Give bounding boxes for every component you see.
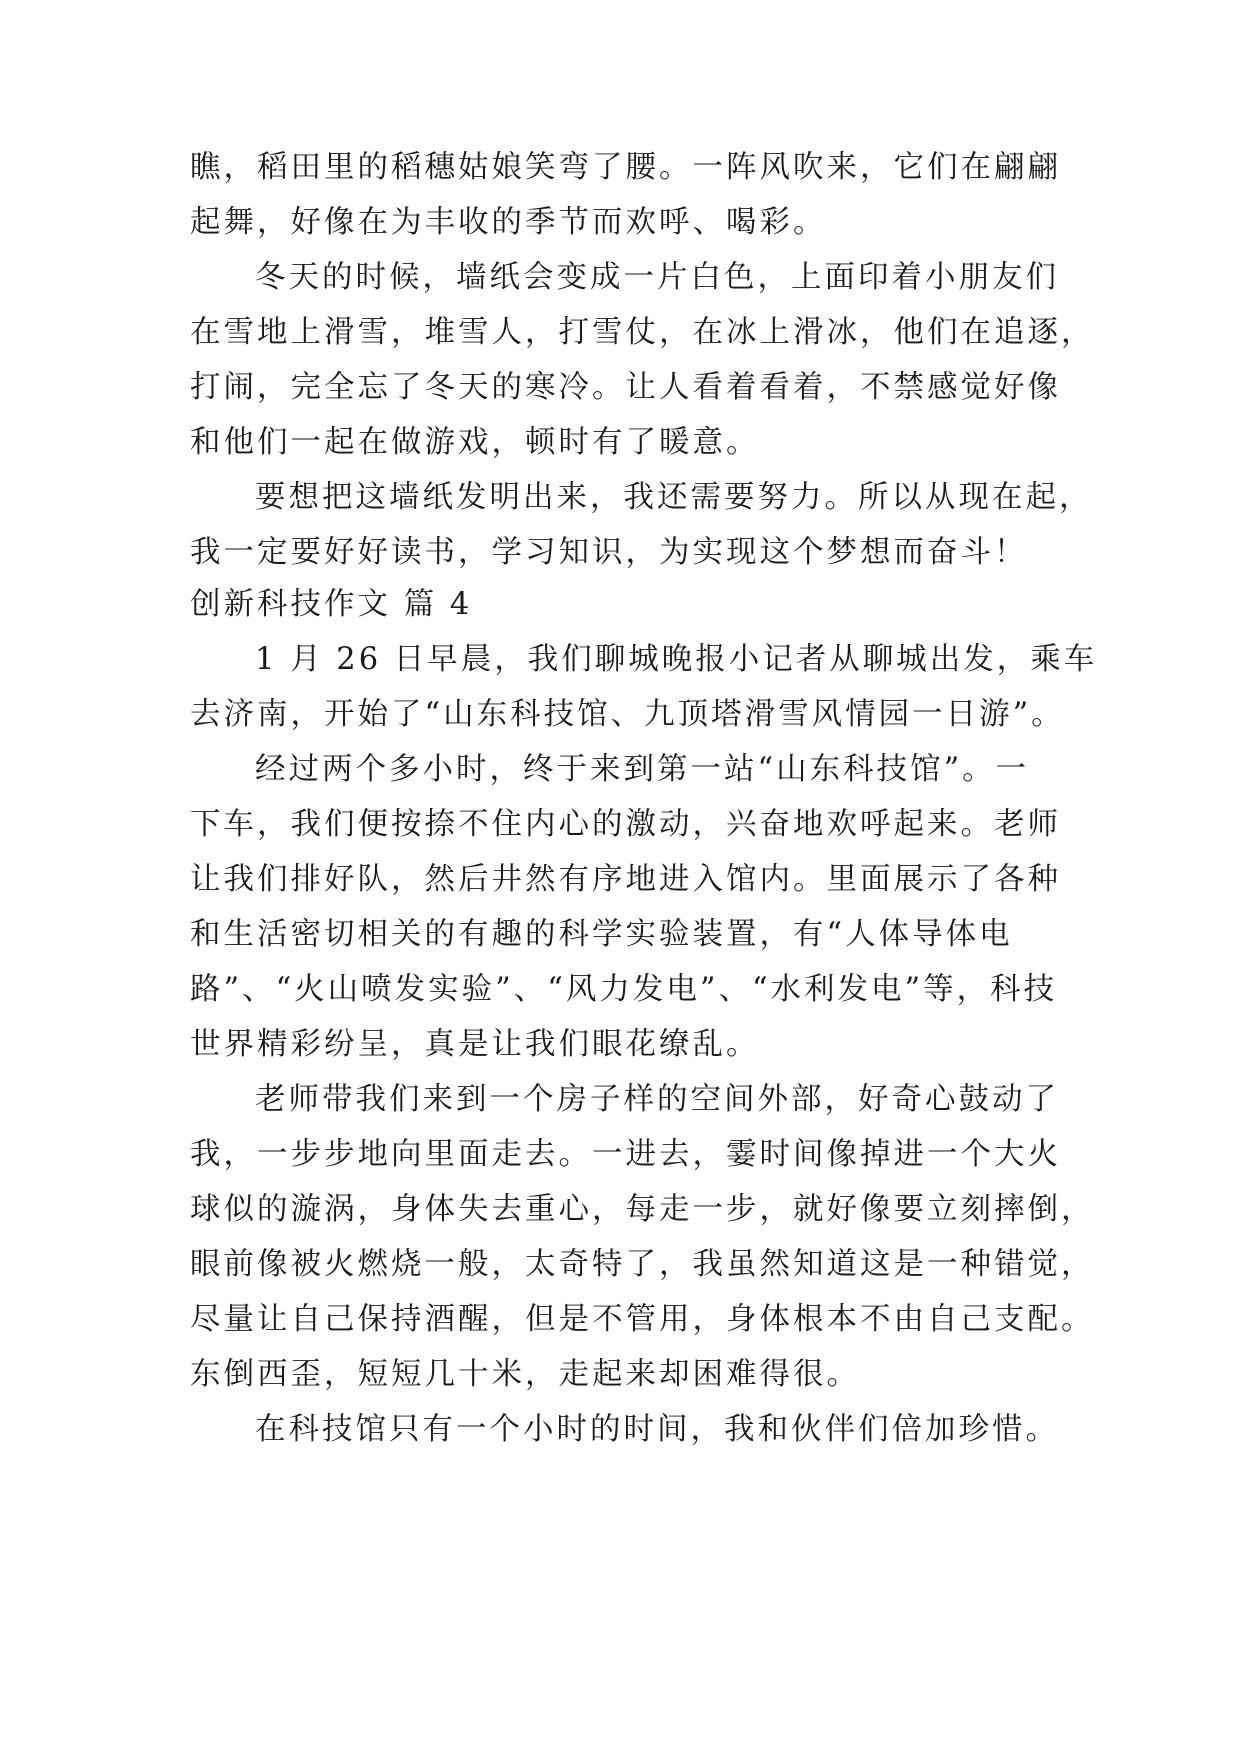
text-line: 眼前像被火燃烧一般，太奇特了，我虽然知道这是一种错觉， — [190, 1247, 1095, 1282]
text-line: 我一定要好好读书，学习知识，为实现这个梦想而奋斗！ — [190, 535, 1028, 570]
text-line: 打闹，完全忘了冬天的寒冷。让人看着看着，不禁感觉好像 — [190, 370, 1061, 405]
text-line: 和他们一起在做游戏，顿时有了暖意。 — [190, 425, 760, 460]
text-line: 让我们排好队，然后井然有序地进入馆内。里面展示了各种 — [190, 862, 1061, 897]
text-line: 下车，我们便按捺不住内心的激动，兴奋地欢呼起来。老师 — [190, 807, 1061, 842]
text-line: 瞧，稻田里的稻穗姑娘笑弯了腰。一阵风吹来，它们在翩翩 — [190, 150, 1061, 185]
text-line: 我，一步步地向里面走去。一进去，霎时间像掉进一个大火 — [190, 1137, 1061, 1172]
text-line: 世界精彩纷呈，真是让我们眼花缭乱。 — [190, 1027, 760, 1062]
text-line: 和生活密切相关的有趣的科学实验装置，有“人体导体电 — [190, 917, 1013, 952]
paragraph-start-line: 老师带我们来到一个房子样的空间外部，好奇心鼓动了 — [255, 1082, 1059, 1117]
paragraph-start-line: 经过两个多小时，终于来到第一站“山东科技馆”。一 — [255, 752, 1030, 787]
text-line: 东倒西歪，短短几十米，走起来却困难得很。 — [190, 1357, 860, 1392]
section-heading: 创新科技作文 篇 4 — [190, 587, 473, 622]
text-line: 在雪地上滑雪，堆雪人，打雪仗，在冰上滑冰，他们在追逐， — [190, 315, 1095, 350]
text-line: 球似的漩涡，身体失去重心，每走一步，就好像要立刻摔倒， — [190, 1192, 1095, 1227]
text-line: 去济南，开始了“山东科技馆、九顶塔滑雪风情园一日游”。 — [190, 697, 1065, 732]
paragraph-start-line: 1 月 26 日早晨，我们聊城晚报小记者从聊城出发，乘车 — [255, 642, 1098, 677]
text-line: 起舞，好像在为丰收的季节而欢呼、喝彩。 — [190, 205, 827, 240]
text-line: 尽量让自己保持酒醒，但是不管用，身体根本不由自己支配。 — [190, 1302, 1095, 1337]
paragraph-start-line: 在科技馆只有一个小时的时间，我和伙伴们倍加珍惜。 — [255, 1412, 1059, 1447]
text-line: 路”、“火山喷发实验”、“风力发电”、“水利发电”等，科技 — [190, 972, 1058, 1007]
paragraph-start-line: 要想把这墙纸发明出来，我还需要努力。所以从现在起， — [255, 480, 1093, 515]
paragraph-start-line: 冬天的时候，墙纸会变成一片白色，上面印着小朋友们 — [255, 260, 1059, 295]
